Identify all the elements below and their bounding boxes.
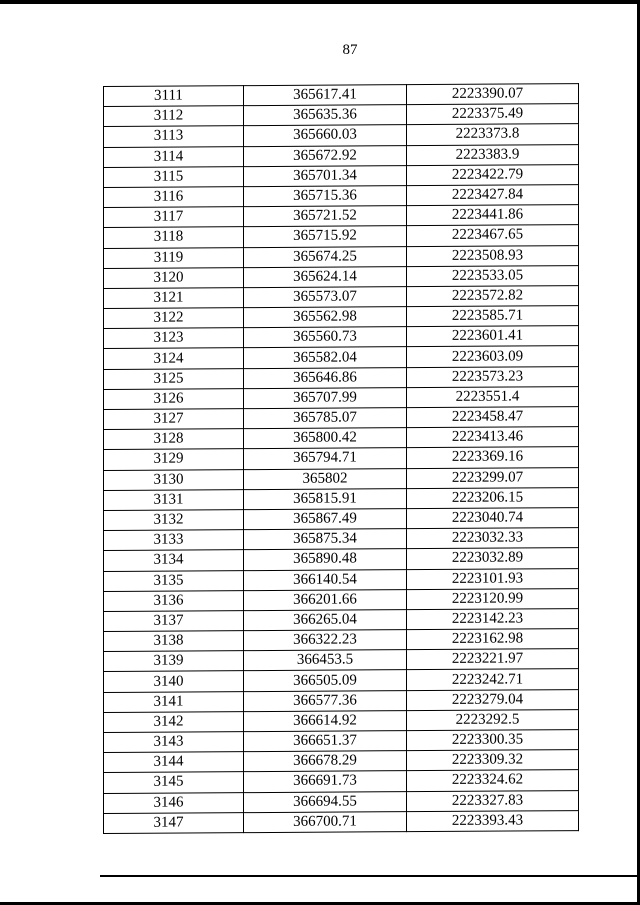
table-row xyxy=(104,447,579,470)
x-coordinate-cell: 366678.29 xyxy=(244,751,407,772)
x-coordinate-cell: 365715.92 xyxy=(244,226,407,247)
x-coordinate-cell: 365715.36 xyxy=(244,186,407,207)
point-id-cell: 3114 xyxy=(104,146,244,167)
y-coordinate-cell: 2223292.5 xyxy=(407,709,579,730)
y-coordinate-cell: 2223383.9 xyxy=(407,144,579,165)
x-coordinate-cell: 366694.55 xyxy=(244,791,407,812)
point-id-cell: 3147 xyxy=(104,812,244,833)
x-coordinate-cell: 365890.48 xyxy=(244,549,407,570)
table-row xyxy=(104,770,579,793)
point-id-cell: 3136 xyxy=(104,590,244,611)
table-row xyxy=(104,608,579,631)
table-row xyxy=(104,508,579,531)
table-row xyxy=(104,326,579,349)
y-coordinate-cell: 2223427.84 xyxy=(407,185,579,206)
point-id-cell: 3119 xyxy=(104,247,244,268)
point-id-cell: 3117 xyxy=(104,207,244,228)
table-row xyxy=(104,709,579,732)
y-coordinate-cell: 2223373.8 xyxy=(407,124,579,145)
table-row xyxy=(104,124,579,147)
y-coordinate-cell: 2223221.97 xyxy=(407,649,579,670)
x-coordinate-cell: 365721.52 xyxy=(244,206,407,227)
table-row xyxy=(104,366,579,389)
y-coordinate-cell: 2223299.07 xyxy=(407,467,579,488)
y-coordinate-cell: 2223551.4 xyxy=(407,386,579,407)
table-row xyxy=(104,487,579,510)
point-id-cell: 3138 xyxy=(104,631,244,652)
point-id-cell: 3144 xyxy=(104,752,244,773)
y-coordinate-cell: 2223390.07 xyxy=(407,84,579,105)
y-coordinate-cell: 2223032.89 xyxy=(407,548,579,569)
table-row xyxy=(104,689,579,712)
point-id-cell: 3127 xyxy=(104,409,244,430)
y-coordinate-cell: 2223162.98 xyxy=(407,629,579,650)
table-row xyxy=(104,144,579,167)
table-row xyxy=(104,750,579,773)
coordinate-table-body xyxy=(104,84,579,834)
y-coordinate-cell: 2223369.16 xyxy=(407,447,579,468)
point-id-cell: 3126 xyxy=(104,388,244,409)
table-row xyxy=(104,528,579,551)
table-row xyxy=(104,568,579,591)
y-coordinate-cell: 2223120.99 xyxy=(407,588,579,609)
y-coordinate-cell: 2223572.82 xyxy=(407,285,579,306)
y-coordinate-cell: 2223458.47 xyxy=(407,407,579,428)
point-id-cell: 3133 xyxy=(104,530,244,551)
page-number: 87 xyxy=(342,42,358,58)
y-coordinate-cell: 2223601.41 xyxy=(407,326,579,347)
x-coordinate-cell: 365562.98 xyxy=(244,307,407,328)
x-coordinate-cell: 365785.07 xyxy=(244,408,407,429)
x-coordinate-cell: 365867.49 xyxy=(244,509,407,530)
point-id-cell: 3124 xyxy=(104,348,244,369)
scan-bottom-rule xyxy=(100,875,640,877)
y-coordinate-cell: 2223324.62 xyxy=(407,770,579,791)
point-id-cell: 3116 xyxy=(104,187,244,208)
table-row xyxy=(104,629,579,652)
x-coordinate-cell: 365560.73 xyxy=(244,327,407,348)
y-coordinate-cell: 2223533.05 xyxy=(407,265,579,286)
y-coordinate-cell: 2223508.93 xyxy=(407,245,579,266)
table-row xyxy=(104,588,579,611)
coordinate-table xyxy=(103,83,579,834)
x-coordinate-cell: 366577.36 xyxy=(244,690,407,711)
y-coordinate-cell: 2223585.71 xyxy=(407,306,579,327)
table-row xyxy=(104,104,579,127)
x-coordinate-cell: 366453.5 xyxy=(244,650,407,671)
table-row xyxy=(104,730,579,753)
x-coordinate-cell: 365815.91 xyxy=(244,488,407,509)
point-id-cell: 3112 xyxy=(104,106,244,127)
point-id-cell: 3131 xyxy=(104,489,244,510)
x-coordinate-cell: 365635.36 xyxy=(244,105,407,126)
table-row xyxy=(104,205,579,228)
x-coordinate-cell: 365582.04 xyxy=(244,347,407,368)
point-id-cell: 3122 xyxy=(104,308,244,329)
x-coordinate-cell: 365707.99 xyxy=(244,387,407,408)
point-id-cell: 3123 xyxy=(104,328,244,349)
point-id-cell: 3134 xyxy=(104,550,244,571)
point-id-cell: 3137 xyxy=(104,611,244,632)
table-row xyxy=(104,245,579,268)
table-row xyxy=(104,164,579,187)
table-row xyxy=(104,810,579,833)
point-id-cell: 3128 xyxy=(104,429,244,450)
point-id-cell: 3140 xyxy=(104,671,244,692)
point-id-cell: 3111 xyxy=(104,86,244,107)
table-row xyxy=(104,407,579,430)
point-id-cell: 3120 xyxy=(104,267,244,288)
x-coordinate-cell: 366505.09 xyxy=(244,670,407,691)
x-coordinate-cell: 365802 xyxy=(244,468,407,489)
x-coordinate-cell: 365660.03 xyxy=(244,125,407,146)
table-row xyxy=(104,386,579,409)
x-coordinate-cell: 366614.92 xyxy=(244,710,407,731)
x-coordinate-cell: 366651.37 xyxy=(244,731,407,752)
x-coordinate-cell: 366140.54 xyxy=(244,569,407,590)
y-coordinate-cell: 2223142.23 xyxy=(407,608,579,629)
x-coordinate-cell: 365573.07 xyxy=(244,287,407,308)
scan-top-border xyxy=(0,0,640,4)
table-row xyxy=(104,548,579,571)
y-coordinate-cell: 2223573.23 xyxy=(407,366,579,387)
x-coordinate-cell: 366322.23 xyxy=(244,630,407,651)
point-id-cell: 3115 xyxy=(104,166,244,187)
point-id-cell: 3132 xyxy=(104,510,244,531)
x-coordinate-cell: 365646.86 xyxy=(244,367,407,388)
coordinate-table-container xyxy=(103,83,578,834)
point-id-cell: 3125 xyxy=(104,368,244,389)
point-id-cell: 3130 xyxy=(104,469,244,490)
y-coordinate-cell: 2223101.93 xyxy=(407,568,579,589)
table-row xyxy=(104,265,579,288)
point-id-cell: 3143 xyxy=(104,732,244,753)
x-coordinate-cell: 365875.34 xyxy=(244,529,407,550)
table-row xyxy=(104,427,579,450)
table-row xyxy=(104,346,579,369)
x-coordinate-cell: 365617.41 xyxy=(244,85,407,106)
x-coordinate-cell: 366201.66 xyxy=(244,589,407,610)
x-coordinate-cell: 366691.73 xyxy=(244,771,407,792)
y-coordinate-cell: 2223422.79 xyxy=(407,164,579,185)
point-id-cell: 3113 xyxy=(104,126,244,147)
y-coordinate-cell: 2223032.33 xyxy=(407,528,579,549)
point-id-cell: 3135 xyxy=(104,570,244,591)
y-coordinate-cell: 2223393.43 xyxy=(407,810,579,831)
y-coordinate-cell: 2223375.49 xyxy=(407,104,579,125)
table-row xyxy=(104,467,579,490)
point-id-cell: 3146 xyxy=(104,792,244,813)
table-row xyxy=(104,306,579,329)
y-coordinate-cell: 2223603.09 xyxy=(407,346,579,367)
table-row xyxy=(104,649,579,672)
x-coordinate-cell: 365672.92 xyxy=(244,145,407,166)
table-row xyxy=(104,669,579,692)
y-coordinate-cell: 2223040.74 xyxy=(407,508,579,529)
table-row xyxy=(104,790,579,813)
table-row xyxy=(104,84,579,107)
x-coordinate-cell: 365800.42 xyxy=(244,428,407,449)
table-row xyxy=(104,185,579,208)
y-coordinate-cell: 2223300.35 xyxy=(407,730,579,751)
x-coordinate-cell: 365674.25 xyxy=(244,246,407,267)
point-id-cell: 3142 xyxy=(104,711,244,732)
x-coordinate-cell: 365794.71 xyxy=(244,448,407,469)
y-coordinate-cell: 2223413.46 xyxy=(407,427,579,448)
point-id-cell: 3141 xyxy=(104,691,244,712)
y-coordinate-cell: 2223441.86 xyxy=(407,205,579,226)
point-id-cell: 3129 xyxy=(104,449,244,470)
table-row xyxy=(104,225,579,248)
point-id-cell: 3121 xyxy=(104,288,244,309)
y-coordinate-cell: 2223467.65 xyxy=(407,225,579,246)
x-coordinate-cell: 365624.14 xyxy=(244,266,407,287)
x-coordinate-cell: 365701.34 xyxy=(244,165,407,186)
y-coordinate-cell: 2223309.32 xyxy=(407,750,579,771)
y-coordinate-cell: 2223279.04 xyxy=(407,689,579,710)
x-coordinate-cell: 366265.04 xyxy=(244,610,407,631)
table-row xyxy=(104,285,579,308)
x-coordinate-cell: 366700.71 xyxy=(244,811,407,832)
y-coordinate-cell: 2223327.83 xyxy=(407,790,579,811)
y-coordinate-cell: 2223242.71 xyxy=(407,669,579,690)
point-id-cell: 3139 xyxy=(104,651,244,672)
point-id-cell: 3118 xyxy=(104,227,244,248)
point-id-cell: 3145 xyxy=(104,772,244,793)
y-coordinate-cell: 2223206.15 xyxy=(407,487,579,508)
